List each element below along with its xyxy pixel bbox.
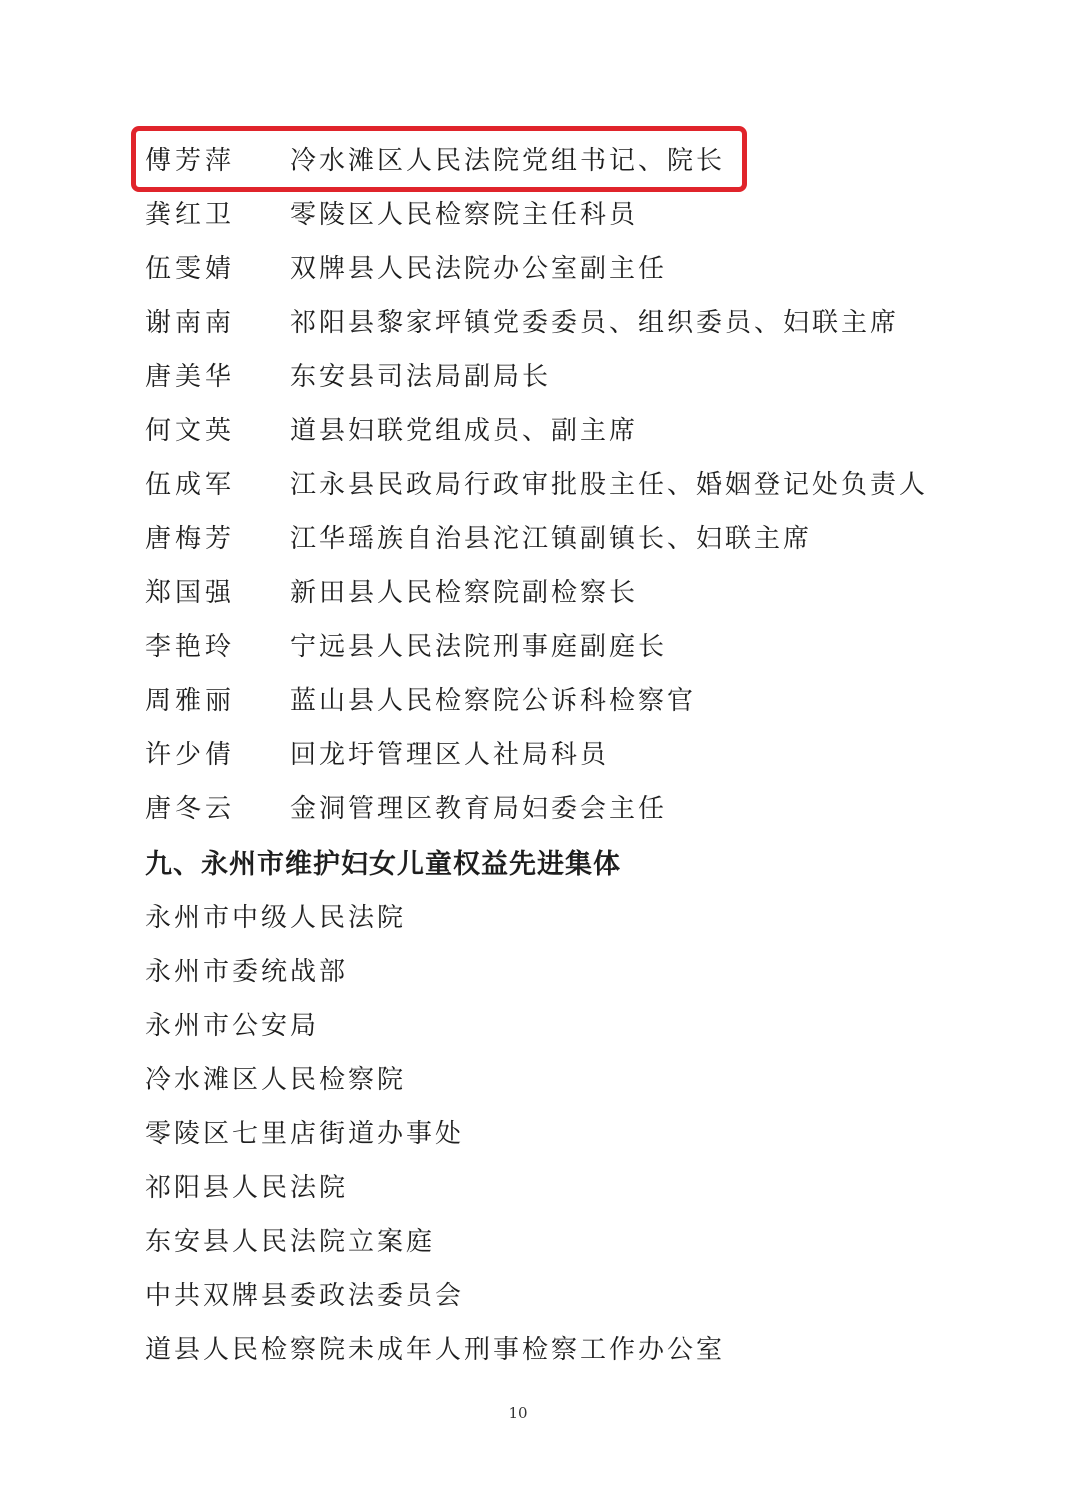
awardee-row [145, 735, 945, 775]
organization-item: 永州市公安局 [145, 1011, 320, 1041]
organization-item: 零陵区七里店街道办事处 [145, 1119, 465, 1149]
awardee-name: 何文英 [145, 416, 236, 446]
awardee-name: 周雅丽 [145, 686, 236, 716]
awardee-name: 伍成军 [145, 470, 236, 500]
awardee-row [145, 573, 945, 613]
awardee-name: 唐梅芳 [145, 524, 236, 554]
organization-item: 冷水滩区人民检察院 [145, 1065, 407, 1095]
awardee-title: 江华瑶族自治县沱江镇副镇长、妇联主席 [290, 524, 813, 554]
awardee-title: 祁阳县黎家坪镇党委委员、组织委员、妇联主席 [290, 308, 900, 338]
awardee-title: 双牌县人民法院办公室副主任 [290, 254, 668, 284]
awardee-name: 唐美华 [145, 362, 236, 392]
awardee-title: 金洞管理区教育局妇委会主任 [290, 794, 668, 824]
awardee-row [145, 789, 945, 829]
awardee-title: 新田县人民检察院副检察长 [290, 578, 639, 608]
awardee-title: 冷水滩区人民法院党组书记、院长 [290, 146, 726, 176]
organization-item: 永州市中级人民法院 [145, 903, 407, 933]
awardee-title: 宁远县人民法院刑事庭副庭长 [290, 632, 668, 662]
awardee-row [145, 519, 945, 559]
awardee-row [145, 681, 945, 721]
organization-item: 永州市委统战部 [145, 957, 349, 987]
awardee-row [145, 303, 945, 343]
organization-item: 中共双牌县委政法委员会 [145, 1281, 465, 1311]
awardee-title: 回龙圩管理区人社局科员 [290, 740, 610, 770]
awardee-row [145, 357, 945, 397]
awardee-row [145, 627, 945, 667]
awardee-title: 东安县司法局副局长 [290, 362, 552, 392]
organization-item: 东安县人民法院立案庭 [145, 1227, 436, 1257]
awardee-row [145, 195, 945, 235]
organization-item: 祁阳县人民法院 [145, 1173, 349, 1203]
organization-item: 道县人民检察院未成年人刑事检察工作办公室 [145, 1335, 726, 1365]
section-heading: 九、永州市维护妇女儿童权益先进集体 [145, 849, 621, 880]
awardee-row [145, 465, 945, 505]
page-number: 10 [508, 1404, 528, 1422]
highlight-box [131, 126, 747, 192]
awardee-name: 许少倩 [145, 740, 236, 770]
awardee-name: 傅芳萍 [145, 146, 236, 176]
awardee-name: 郑国强 [145, 578, 236, 608]
awardee-name: 唐冬云 [145, 794, 236, 824]
awardee-title: 道县妇联党组成员、副主席 [290, 416, 639, 446]
awardee-row [145, 411, 945, 451]
awardee-name: 伍雯婧 [145, 254, 236, 284]
awardee-name: 谢南南 [145, 308, 236, 338]
awardee-title: 零陵区人民检察院主任科员 [290, 200, 639, 230]
awardee-row [145, 249, 945, 289]
awardee-name: 李艳玲 [145, 632, 236, 662]
awardee-title: 蓝山县人民检察院公诉科检察官 [290, 686, 697, 716]
awardee-name: 龚红卫 [145, 200, 236, 230]
awardee-title: 江永县民政局行政审批股主任、婚姻登记处负责人 [290, 470, 929, 500]
